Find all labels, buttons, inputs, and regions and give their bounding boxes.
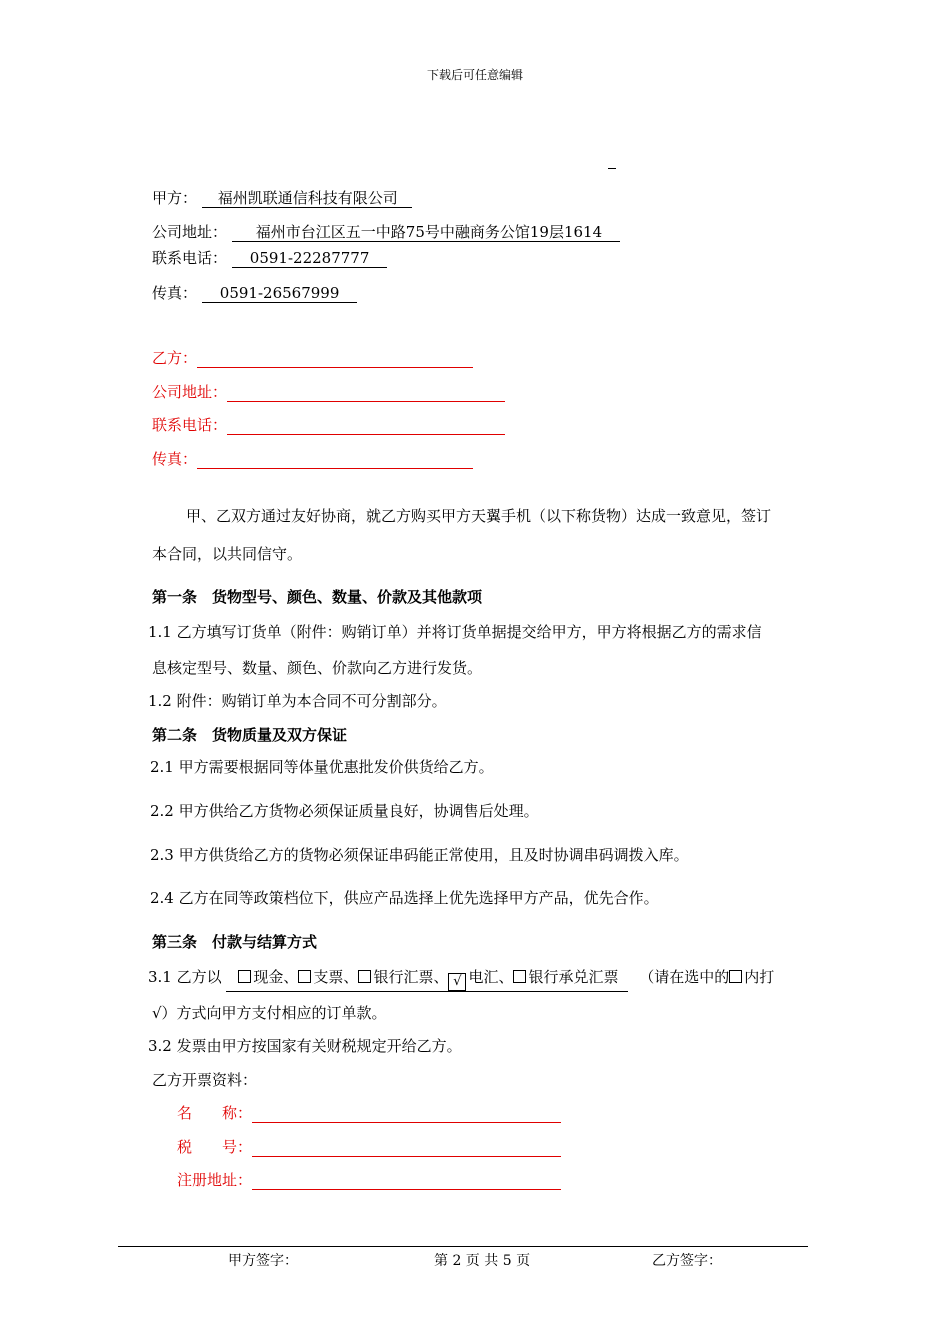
article-3-p1-line-2: √）方式向甲方支付相应的订单款。 <box>152 1004 387 1022</box>
check-mark-icon: √ <box>453 974 462 989</box>
party-a-address-label: 公司地址： <box>152 223 228 241</box>
party-b-name-row <box>152 347 473 368</box>
party-a-fax-value: 0591-26567999 <box>202 284 358 303</box>
party-b-phone-label: 联系电话： <box>152 416 228 434</box>
invoice-address-blank[interactable] <box>252 1172 561 1190</box>
payment-suffix-2: 内打 <box>744 968 775 986</box>
option-cash-checkbox[interactable] <box>238 970 251 983</box>
article-1-p2: 1.2 附件：购销订单为本合同不可分割部分。 <box>148 692 447 710</box>
invoice-address-label: 注册地址： <box>177 1171 253 1189</box>
invoice-address-row <box>177 1169 561 1190</box>
article-1-p1-line-2: 息核定型号、数量、颜色、价款向乙方进行发货。 <box>152 659 483 677</box>
invoice-tax-row <box>177 1136 561 1157</box>
invoice-info-label: 乙方开票资料： <box>152 1071 258 1089</box>
party-a-phone-label: 联系电话： <box>152 249 228 267</box>
header-note: 下载后可任意编辑 <box>426 68 523 82</box>
party-a-phone-value: 0591-22287777 <box>232 249 388 268</box>
article-3-p2: 3.2 发票由甲方按国家有关财税规定开给乙方。 <box>148 1037 462 1055</box>
party-b-address-blank[interactable] <box>227 384 505 402</box>
party-a-address-value: 福州市台江区五一中路75号中融商务公馆19层1614 <box>232 223 620 242</box>
party-a-name-label: 甲方： <box>152 189 198 207</box>
party-b-phone-blank[interactable] <box>227 417 505 435</box>
party-a-fax-label: 传真： <box>152 284 198 302</box>
article-3-p1-line-1 <box>148 966 774 992</box>
party-b-phone-row <box>152 414 505 435</box>
payment-options <box>226 968 628 992</box>
article-3-heading: 第三条 付款与结算方式 <box>152 933 318 951</box>
option-bank-draft-checkbox[interactable] <box>358 970 371 983</box>
article-2-p1: 2.1 甲方需要根据同等体量优惠批发价供货给乙方。 <box>150 758 494 776</box>
party-b-address-row <box>152 381 505 402</box>
party-a-name-value: 福州凯联通信科技有限公司 <box>202 189 412 208</box>
payment-suffix: （请在选中的 <box>639 968 730 986</box>
header-dash <box>608 168 616 169</box>
invoice-name-row <box>177 1102 561 1123</box>
party-a-name-row <box>152 187 412 208</box>
party-b-fax-blank[interactable] <box>197 451 473 469</box>
option-cash-label: 现金、 <box>253 968 299 986</box>
invoice-name-blank[interactable] <box>252 1105 561 1123</box>
article-1-p1-line-1: 1.1 乙方填写订货单（附件：购销订单）并将订货单据提交给甲方，甲方将根据乙方的需求信 <box>148 623 762 641</box>
option-check-label: 支票、 <box>313 968 359 986</box>
article-2-p4: 2.4 乙方在同等政策档位下，供应产品选择上优先选择甲方产品，优先合作。 <box>150 889 659 907</box>
article-1-heading: 第一条 货物型号、颜色、数量、价款及其他款项 <box>152 588 483 606</box>
option-wire-transfer-label: 电汇、 <box>468 968 514 986</box>
party-a-address-row <box>152 221 620 242</box>
party-a-fax-row <box>152 282 357 303</box>
intro-line-1: 甲、乙双方通过友好协商，就乙方购买甲方天翼手机（以下称货物）达成一致意见，签订 <box>186 507 772 525</box>
footer-party-b-sign: 乙方签字： <box>652 1253 722 1269</box>
article-2-heading: 第二条 货物质量及双方保证 <box>152 726 348 744</box>
invoice-name-label: 名 称： <box>177 1104 253 1122</box>
party-a-phone-row <box>152 247 387 268</box>
party-b-fax-row <box>152 448 473 469</box>
option-check-checkbox[interactable] <box>298 970 311 983</box>
party-b-fax-label: 传真： <box>152 450 198 468</box>
footer-party-a-sign: 甲方签字： <box>228 1253 298 1269</box>
payment-prefix: 3.1 乙方以 <box>148 968 222 986</box>
option-acceptance-bill-label: 银行承兑汇票 <box>528 968 619 986</box>
intro-line-2: 本合同，以共同信守。 <box>152 545 303 563</box>
invoice-tax-blank[interactable] <box>252 1139 561 1157</box>
party-b-name-label: 乙方： <box>152 349 198 367</box>
invoice-tax-label: 税 号： <box>177 1138 253 1156</box>
party-b-name-blank[interactable] <box>197 350 473 368</box>
option-wire-transfer-checkbox[interactable] <box>448 973 466 991</box>
party-b-address-label: 公司地址： <box>152 383 228 401</box>
article-2-p3: 2.3 甲方供货给乙方的货物必须保证串码能正常使用，且及时协调串码调拨入库。 <box>150 846 689 864</box>
article-2-p2: 2.2 甲方供给乙方货物必须保证质量良好，协调售后处理。 <box>150 802 539 820</box>
option-acceptance-bill-checkbox[interactable] <box>513 970 526 983</box>
footer-page-info: 第 2 页 共 5 页 <box>434 1253 531 1269</box>
instruction-box-icon <box>729 970 742 983</box>
footer-divider <box>118 1246 808 1247</box>
option-bank-draft-label: 银行汇票、 <box>373 968 449 986</box>
